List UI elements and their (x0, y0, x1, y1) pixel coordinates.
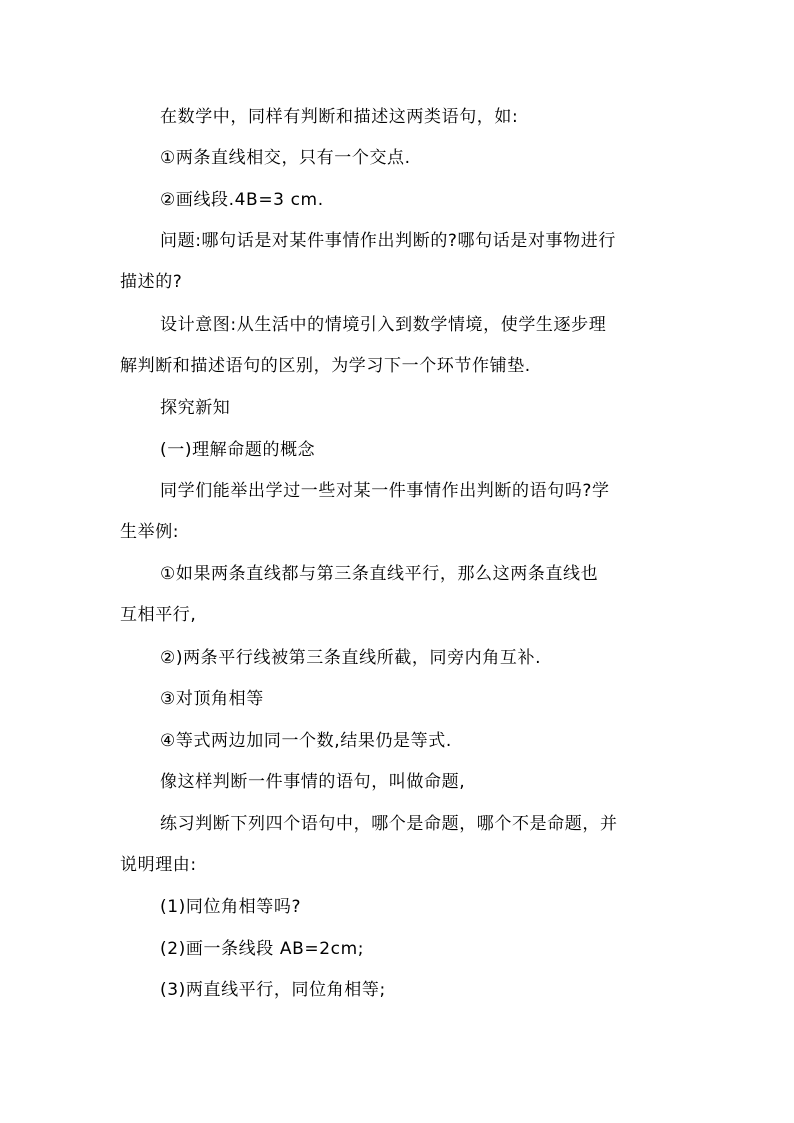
paragraph-line: 问题:哪句话是对某件事情作出判断的?哪句话是对事物进行 (160, 231, 616, 251)
paragraph-prompt (120, 471, 680, 553)
paragraph-line: ②画线段.4B=3 cm. (160, 190, 324, 210)
exercise-item-1 (120, 887, 680, 928)
list-item-4 (120, 721, 680, 762)
paragraph-line: (1)同位角相等吗? (160, 897, 302, 917)
paragraph-line: ②)两条平行线被第三条直线所截，同旁内角互补. (160, 648, 542, 668)
paragraph-exercise (120, 804, 680, 886)
list-item-3 (120, 679, 680, 720)
paragraph-line: ①如果两条直线都与第三条直线平行，那么这两条直线也 (160, 564, 599, 584)
list-item-1 (120, 554, 680, 636)
paragraph-intro (120, 97, 680, 138)
subsection-heading (120, 430, 680, 471)
exercise-item-3 (120, 970, 680, 1011)
paragraph-example-1 (120, 138, 680, 179)
paragraph-line: ③对顶角相等 (160, 689, 264, 709)
list-item-2 (120, 638, 680, 679)
paragraph-line: (3)两直线平行，同位角相等; (160, 980, 386, 1000)
paragraph-question (120, 221, 680, 303)
paragraph-line: 像这样判断一件事情的语句，叫做命题, (160, 772, 466, 792)
paragraph-definition (120, 762, 680, 803)
paragraph-line: ①两条直线相交，只有一个交点. (160, 148, 411, 168)
paragraph-line: 说明理由: (120, 855, 197, 875)
paragraph-example-2 (120, 180, 680, 221)
paragraph-line: 生举例: (120, 522, 180, 542)
paragraph-line: 互相平行, (120, 605, 197, 625)
paragraph-line: 在数学中，同样有判断和描述这两类语句，如: (160, 107, 519, 127)
paragraph-line: 描述的? (120, 272, 183, 292)
paragraph-line: 设计意图:从生活中的情境引入到数学情境，使学生逐步理 (160, 315, 607, 335)
section-heading (120, 388, 680, 429)
paragraph-line: 同学们能举出学过一些对某一件事情作出判断的语句吗?学 (160, 481, 610, 501)
paragraph-line: 解判断和描述语句的区别，为学习下一个环节作铺垫. (120, 356, 531, 376)
paragraph-line: 练习判断下列四个语句中，哪个是命题，哪个不是命题，并 (160, 814, 618, 834)
paragraph-design-intent (120, 305, 680, 387)
paragraph-line: (2)画一条线段 AB=2cm; (160, 939, 365, 959)
paragraph-line: ④等式两边加同一个数,结果仍是等式. (160, 731, 452, 751)
paragraph-line: (一)理解命题的概念 (160, 440, 316, 460)
paragraph-line: 探究新知 (160, 398, 231, 418)
exercise-item-2 (120, 929, 680, 970)
